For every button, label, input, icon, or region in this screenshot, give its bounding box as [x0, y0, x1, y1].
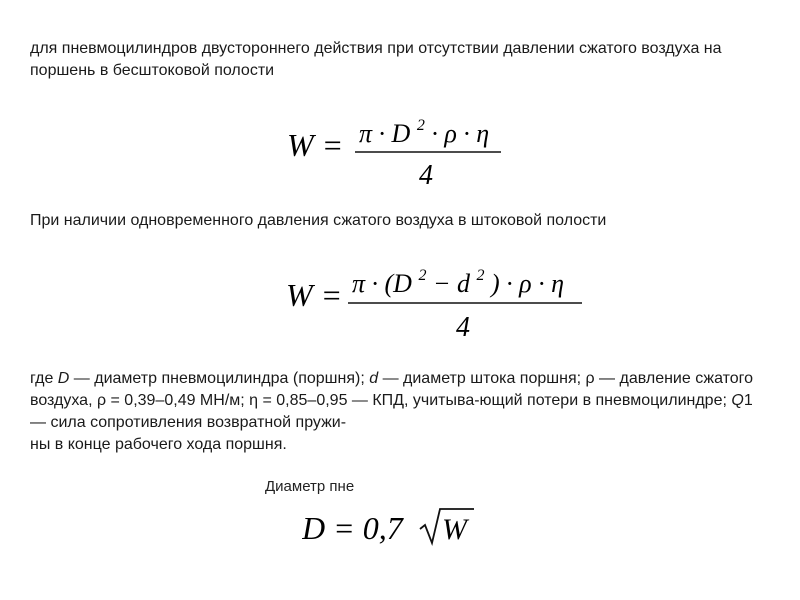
formula-work-single [283, 106, 513, 197]
formula1-lhs: W = [287, 127, 344, 163]
legend-D: D [57, 370, 70, 387]
formula1-num-pre: π · D [359, 119, 411, 148]
formula2-lhs: W = [286, 277, 343, 313]
intro-paragraph: для пневмоцилиндров двустороннего действия при отсутствии давлении сжатого воздуха на поршень в бесштоковой полости [30, 40, 722, 79]
formula2-num-pre: π · (D [352, 269, 412, 298]
formula1-denominator: 4 [419, 160, 433, 191]
formula-work-double [282, 258, 592, 349]
svg-text:π · (D 2 − d [352, 258, 564, 298]
overlay-fragment-text: Диаметр пне [265, 478, 355, 495]
legend-t3: 1 — сила сопротивления возвратной пружи- [30, 392, 753, 431]
formula1-num-post: · ρ · η [431, 119, 490, 148]
formula1-num-exp: 2 [416, 117, 425, 134]
formula2-exp1: 2 [418, 267, 427, 284]
legend-t1: — диаметр пневмоцилиндра (поршня); [69, 370, 370, 387]
legend-t2: — диаметр штока поршня; ρ — давление сжатого воздуха, ρ = 0,39–0,49 МН/м; η = 0,85–0,95 — КПД, учитыва-ющий потери в пневмоцилиндре; [30, 370, 754, 409]
legend-gde: где [30, 370, 58, 387]
second-paragraph: При наличии одновременного давления сжатого воздуха в штоковой полости [30, 212, 607, 229]
formula2-denominator: 4 [456, 312, 470, 343]
formula2-num-post: ) · ρ · η [491, 269, 565, 298]
svg-text:π · D 2 · ρ · η [359, 107, 489, 148]
formula2-minus-d: − d [432, 269, 471, 298]
formula-diameter [302, 503, 482, 556]
legend-Q: Q [731, 392, 744, 409]
legend-last-line: ны в конце рабочего хода поршня. [30, 436, 287, 453]
formula3-lhs: D = 0,7 [302, 510, 403, 546]
legend-d: d [369, 370, 379, 387]
formula2-exp2: 2 [476, 267, 485, 284]
legend-paragraph [30, 368, 765, 456]
formula3-radicand: W [442, 513, 467, 546]
